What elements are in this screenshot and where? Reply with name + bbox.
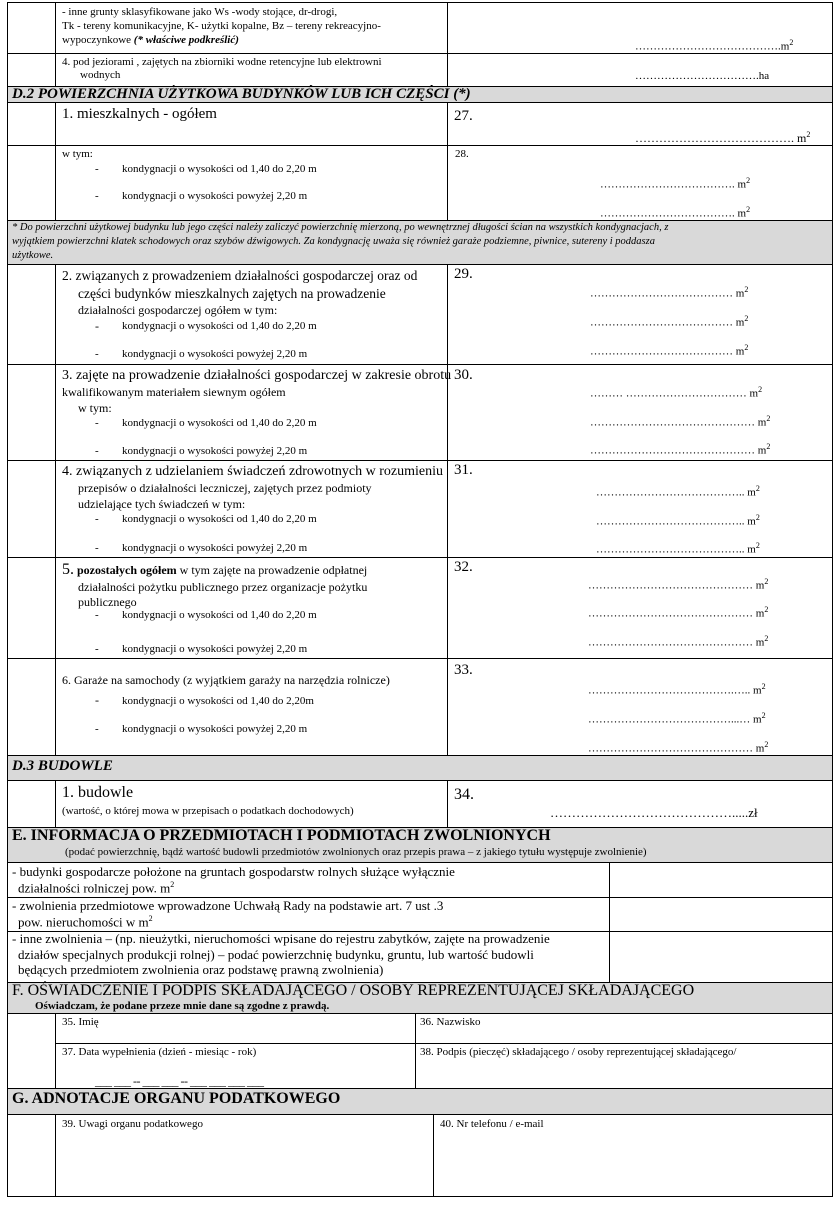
land-other-line-2: Tk - tereny komunikacyjne, K- użytki kopalne, Bz – tereny rekreacyjno- — [62, 20, 381, 32]
field-38-signature-input[interactable] — [416, 1060, 831, 1087]
lakes-line-2: wodnych — [80, 69, 121, 81]
field-32-number: 32. — [454, 559, 473, 575]
field-30-low-input[interactable]: ……………………………………… $m^2$ — [590, 414, 771, 429]
section-g-header: G. ADNOTACJE ORGANU PODATKOWEGO — [12, 1090, 341, 1107]
field-39-input[interactable] — [56, 1132, 432, 1196]
exempt-row3-line2: działów specjalnych produkcji rolnej) – podać powierzchnię budynku, gruntu, lub wartość budowli — [18, 947, 534, 962]
field-33-high-input[interactable]: ……………………………………… $m^2$ — [588, 740, 769, 755]
d2-note-line-1: * Do powierzchni użytkowej budynku lub jego części należy zaliczyć powierzchnię mierzoną, po wewnętrznej długości ścian na wszystkich kondygnacjach, z — [12, 222, 669, 233]
field-32-high-input[interactable]: ……………………………………… $m^2$ — [588, 634, 769, 649]
d2-item4-line-2: przepisów o działalności leczniczej, zajętych przez podmioty — [78, 481, 372, 495]
field-35-input[interactable] — [56, 1030, 414, 1042]
d2-item2-floor-low: kondygnacji o wysokości od 1,40 do 2,20 m — [122, 320, 317, 332]
exempt-row1-value[interactable] — [610, 864, 832, 897]
d2-note-line-3: użytkowe. — [12, 250, 54, 261]
d2-item4-line-3: udzielające tych świadczeń w tym: — [78, 497, 246, 511]
d2-in-this-label: w tym: — [62, 148, 93, 160]
section-e-subheader: (podać powierzchnię, bądź wartość budowli przedmiotów zwolnionych oraz przepis prawa – z jakiego tytułu występuje zwolnienie) — [65, 846, 647, 858]
d2-item6-label: 6. Garaże na samochody (z wyjątkiem garaży na narzędzia rolnicze) — [62, 673, 390, 687]
field-29-low-input[interactable]: ………………………………… $m^2$ — [590, 314, 749, 329]
field-30-total-input[interactable]: ……… …………………………… $m^2$ — [590, 385, 763, 400]
field-28-low-input[interactable]: ………………………………. $m^2$ — [600, 176, 751, 191]
d2-item5-floor-high: kondygnacji o wysokości powyżej 2,20 m — [122, 643, 308, 655]
field-32-low-input[interactable]: ……………………………………… $m^2$ — [588, 605, 769, 620]
field-34-number: 34. — [454, 786, 474, 803]
d2-item3-line-3: w tym: — [78, 401, 112, 415]
exempt-row3-line1: - inne zwolnienia – (np. nieużytki, nieruchomości wpisane do rejestru zabytków, zajęte na prowadzenie — [12, 931, 550, 946]
field-28-number: 28. — [455, 148, 469, 160]
field-31-total-input[interactable]: ………………………………….. $m^2$ — [596, 484, 760, 499]
field-27-input[interactable]: …………………………………. $m^2$ — [635, 130, 811, 145]
land-other-line-1: - inne grunty sklasyfikowane jako Ws -wody stojące, dr-drogi, — [62, 6, 338, 18]
exempt-row1-line2: działalności rolniczej pow. $m^2$ — [18, 880, 175, 896]
d2-item4-line-1: 4. związanych z udzielaniem świadczeń zdrowotnych w rozumieniu — [62, 464, 443, 479]
field-29-total-input[interactable]: ………………………………… $m^2$ — [590, 285, 749, 300]
d2-item1-floor-low: kondygnacji o wysokości od 1,40 do 2,20 m — [122, 163, 317, 175]
d2-item2-floor-high: kondygnacji o wysokości powyżej 2,20 m — [122, 348, 308, 360]
d2-note-line-2: wyjątkiem powierzchni klatek schodowych oraz szybów dźwigowych. Za kondygnację uważa się również garaże podziemne, piwnice, sutereny i poddasza — [12, 236, 655, 247]
section-f-statement: Oświadczam, że podane przeze mnie dane są zgodne z prawdą. — [35, 1000, 330, 1012]
d3-item1-sub: (wartość, o której mowa w przepisach o podatkach dochodowych) — [62, 805, 354, 817]
land-other-area-field[interactable]: $\dots\dots\dots\dots\dots\dots\dots\dots\dots\dots\dots\dots\dots.m^2$ — [635, 38, 794, 53]
exempt-row1-line1: - budynki gospodarcze położone na gruntach gospodarstw rolnych służące wyłącznie — [12, 864, 455, 879]
land-other-line-3: wypoczynkowe (* właściwe podkreślić) — [62, 34, 239, 46]
d2-item1-label: 1. mieszkalnych - ogółem — [62, 106, 217, 122]
field-30-number: 30. — [454, 367, 473, 383]
d2-item4-floor-low: kondygnacji o wysokości od 1,40 do 2,20 m — [122, 513, 317, 525]
field-34-input[interactable]: …………………………………….....zł — [550, 805, 758, 820]
d2-item3-floor-low: kondygnacji o wysokości od 1,40 do 2,20 m — [122, 417, 317, 429]
exempt-row3-line3: będących przedmiotem zwolnienia oraz podstawę prawną zwolnienia) — [18, 962, 384, 977]
d2-item6-floor-low: kondygnacji o wysokości od 1,40 do 2,20m — [122, 695, 314, 707]
field-31-high-input[interactable]: ………………………………….. $m^2$ — [596, 541, 760, 556]
d2-item3-line-1: 3. zajęte na prowadzenie działalności gospodarczej w zakresie obrotu — [62, 368, 452, 383]
field-35-label: 35. Imię — [62, 1016, 99, 1028]
field-31-number: 31. — [454, 462, 473, 478]
exempt-row2-line2: pow. nieruchomości w $m^2$ — [18, 914, 153, 930]
lakes-area-field[interactable]: …………………………….ha — [635, 70, 770, 82]
field-40-input[interactable] — [434, 1132, 831, 1196]
d2-item5-floor-low: kondygnacji o wysokości od 1,40 do 2,20 m — [122, 609, 317, 621]
field-30-high-input[interactable]: ……………………………………… $m^2$ — [590, 442, 771, 457]
lakes-line-1: 4. pod jeziorami , zajętych na zbiorniki wodne retencyjne lub elektrowni — [62, 56, 382, 68]
section-d2-header: D.2 POWIERZCHNIA UŻYTKOWA BUDYNKÓW LUB ICH CZĘŚCI (*) — [12, 86, 471, 102]
field-36-label: 36. Nazwisko — [420, 1016, 481, 1028]
exempt-row2-line1: - zwolnienia przedmiotowe wprowadzone Uchwałą Rady na podstawie art. 7 ust .3 — [12, 898, 444, 913]
section-e-header: E. INFORMACJA O PRZEDMIOTACH I PODMIOTACH ZWOLNIONYCH — [12, 827, 551, 844]
d2-item4-floor-high: kondygnacji o wysokości powyżej 2,20 m — [122, 542, 308, 554]
d2-item3-floor-high: kondygnacji o wysokości powyżej 2,20 m — [122, 445, 308, 457]
d2-item6-floor-high: kondygnacji o wysokości powyżej 2,20 m — [122, 723, 308, 735]
d2-item5-line-1: 5. pozostałych ogółem w tym zajęte na prowadzenie odpłatnej — [62, 561, 368, 578]
field-37-label: 37. Data wypełnienia (dzień - miesiąc - rok) — [62, 1046, 257, 1058]
field-33-number: 33. — [454, 662, 473, 678]
d2-item3-line-2: kwalifikowanym materiałem siewnym ogółem — [62, 385, 286, 399]
d2-item2-line-1: 2. związanych z prowadzeniem działalności gospodarczej oraz od — [62, 268, 418, 283]
field-33-low-input[interactable]: …………………………………...… $m^2$ — [588, 711, 766, 726]
section-d3-header: D.3 BUDOWLE — [12, 758, 113, 774]
field-29-number: 29. — [454, 266, 473, 282]
exempt-row3-value[interactable] — [610, 932, 832, 981]
tax-form-page: - inne grunty sklasyfikowane jako Ws -wody stojące, dr-drogi, Tk - tereny komunikacyjne, K- użytki kopalne, Bz – tereny rekreacyjno- wypoczynkowe (* właściwe podkreślić) $\dots\dots\dots\dots\dots\dots\dots\dots\dots\dots\dots\dots\dots.m^2$ 4. pod jeziorami , zajętych na zbiorniki wodne retencyjne lub elektrowni wodnych …………………………….ha D.2 POWIERZCHNIA UŻYTKOWA BUDYNKÓW LUB ICH CZĘŚCI (*) 1. mieszkalnych - ogółem 27. …………………………………. $m^2$ w tym: 28. - kondygnacji o wysokości od 1,40 do 2,20 m - kondygnacji o wysokości powyżej 2,20 m ………………………………. $m^2$ ………………………………. $m^2$ * Do powierzchni użytkowej budynku lub jego części należy zaliczyć powierzchnię mierzoną, po wewnętrznej długości ścian na wszystkich kondygnacjach, z wyjątkiem powierzchni klatek schodowych oraz szybów dźwigowych. Za kondygnację uważa się również garaże podziemne, piwnice, sutereny i poddasza użytkowe. 2. związanych z prowadzeniem działalności gospodarczej oraz od części budynków mieszkalnych zajętych na prowadzenie działalności gospodarczej ogółem w tym: - kondygnacji o wysokości od 1,40 do 2,20 m - kondygnacji o wysokości powyżej 2,20 m 29. ………………………………… $m^2$ ………………………………… $m^2$ ………………………………… $m^2$ 3. zajęte na prowadzenie działalności gospodarczej w zakresie obrotu kwalifikowanym materiałem siewnym ogółem w tym: - kondygnacji o wysokości od 1,40 do 2,20 m - kondygnacji o wysokości powyżej 2,20 m 30. ……… …………………………… $m^2$ ……………………………………… $m^2$ ……………………………………… $m^2$ 4. związanych z udzielaniem świadczeń zdrowotnych w rozumieniu przepisów o działalności leczniczej, zajętych przez podmioty udzielające tych świadczeń w tym: - kondygnacji o wysokości od 1,40 do 2,20 m - kondygnacji o wysokości powyżej 2,20 m 31. ………………………………….. $m^2$ ………………………………….. $m^2$ ………………………………….. $m^2$ 5. pozostałych ogółem w tym zajęte na prowadzenie odpłatnej działalności pożytku publicznego przez organizacje pożytku publicznego - kondygnacji o wysokości od 1,40 do 2,20 m - kondygnacji o wysokości powyżej 2,20 m 32. ……………………………………… $m^2$ ……………………………………… $m^2$ ……………………………………… $m^2$ 6. Garaże na samochody (z wyjątkiem garaży na narzędzia rolnicze) - kondygnacji o wysokości od 1,40 do 2,20m - kondygnacji o wysokości powyżej 2,20 m 33. ………………………………….….. $m^2$ …………………………………...… $m^2$ ……………………………………… $m^2$ D.3 BUDOWLE 1. budowle (wartość, o której mowa w przepisach o podatkach dochodowych) 34. …………………………………….....zł E. INFORMACJA O PRZEDMIOTACH I PODMIOTACH ZWOLNIONYCH (podać powierzchnię, bądź wartość budowli przedmiotów zwolnionych oraz przepis prawa – z jakiego tytułu występuje zwolnienie) - budynki gospodarcze położone na gruntach gospodarstw rolnych służące wyłącznie działalności rolniczej pow. $m^2$ - zwolnienia przedmiotowe wprowadzone Uchwałą Rady na podstawie art. 7 ust .3 pow. nieruchomości w $m^2$ - inne zwolnienia – (np. nieużytki, nieruchomości wpisane do rejestru zabytków, zajęte na prowadzenie działów specjalnych produkcji rolnej) – podać powierzchnię budynku, gruntu, lub wartość budowli będących przedmiotem zwolnienia oraz podstawę prawną zwolnienia) F. OŚWIADCZENIE I PODPIS SKŁADAJĄCEGO / OSOBY REPREZENTUJĄCEJ SKŁADAJĄCEGO Oświadczam, że podane przeze mnie dane są zgodne z prawdą. 35. Imię 36. Nazwisko 37. Data wypełnienia (dzień - miesiąc - rok) ___ ___ -- ___ ___ -- ___ ___ ___ ___ 38. Podpis (pieczęć) składającego / osoby reprezentującej składającego/ G. ADNOTACJE ORGANU PODATKOWEGO 39. Uwagi organu podatkowego 40. Nr telefonu / e-mail — [0, 0, 837, 1208]
exempt-row2-value[interactable] — [610, 898, 832, 931]
field-28-high-input[interactable]: ………………………………. $m^2$ — [600, 205, 751, 220]
d2-item1-floor-high: kondygnacji o wysokości powyżej 2,20 m — [122, 190, 308, 202]
field-36-input[interactable] — [416, 1030, 831, 1042]
d3-item1-label: 1. budowle — [62, 784, 134, 801]
field-38-label: 38. Podpis (pieczęć) składającego / osoby reprezentującej składającego/ — [420, 1046, 737, 1058]
field-32-total-input[interactable]: ……………………………………… $m^2$ — [588, 577, 769, 592]
field-40-label: 40. Nr telefonu / e-mail — [440, 1118, 544, 1130]
field-31-low-input[interactable]: ………………………………….. $m^2$ — [596, 513, 760, 528]
field-37-date-input[interactable]: ___ ___ -- ___ ___ -- ___ ___ ___ ___ — [95, 1074, 264, 1088]
d2-item2-line-3: działalności gospodarczej ogółem w tym: — [78, 303, 278, 317]
field-27-number: 27. — [454, 108, 473, 124]
section-f-header: F. OŚWIADCZENIE I PODPIS SKŁADAJĄCEGO / OSOBY REPREZENTUJĄCEJ SKŁADAJĄCEGO — [12, 982, 695, 999]
d2-item2-line-2: części budynków mieszkalnych zajętych na prowadzenie — [78, 286, 386, 301]
field-33-total-input[interactable]: ………………………………….….. $m^2$ — [588, 682, 766, 697]
field-29-high-input[interactable]: ………………………………… $m^2$ — [590, 343, 749, 358]
d2-item5-line-2: działalności pożytku publicznego przez organizacje pożytku — [78, 580, 368, 594]
d2-item5-line-3: publicznego — [78, 595, 137, 609]
field-39-label: 39. Uwagi organu podatkowego — [62, 1118, 203, 1130]
